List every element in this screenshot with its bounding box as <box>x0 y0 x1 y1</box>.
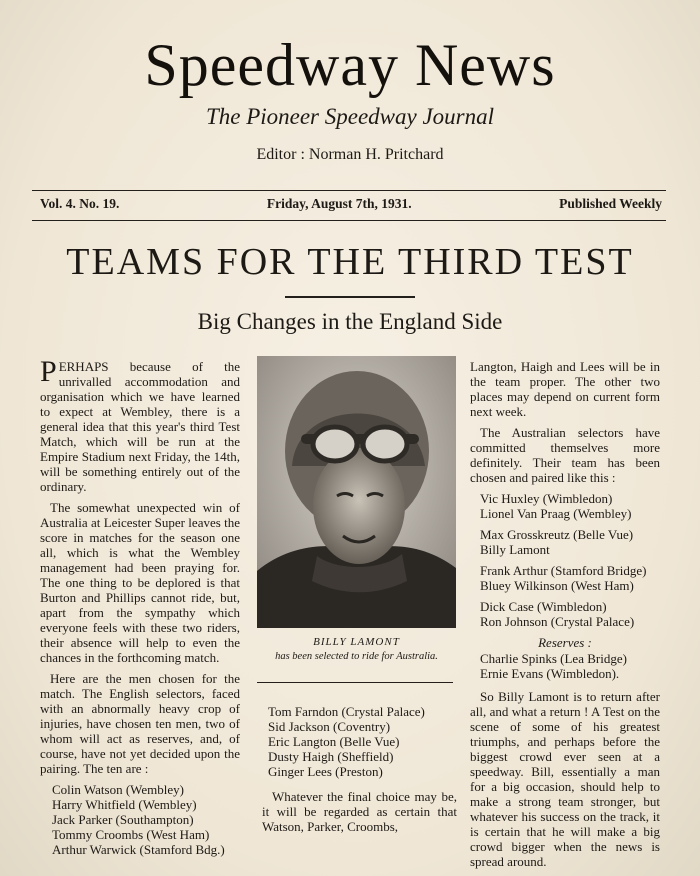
article-paragraph: PERHAPS because of the unrivalled accommodation and organisation which we have learned to expect at Wembley, there is a general idea that this year's third Test Match, which will be run at the Empire Stadium next Friday, the 14th, will be something entirely out of the ordinary. <box>40 355 240 494</box>
article-paragraph: The somewhat unexpected win of Australia at Leicester Super leaves the score in matches for the season one all, which is what the Wembley management had been praying for. The one thing to be deplored is that Burton and Phillips cannot ride, but, apart from the sympathy which everyone feels with these two riders, their absence will help to even the chances in the forthcoming match. <box>40 500 240 665</box>
list-item: Arthur Warwick (Stamford Bdg.) <box>52 842 225 857</box>
reserves-list <box>480 651 660 681</box>
pair <box>480 599 660 629</box>
pair <box>480 563 660 593</box>
publication-frequency: Published Weekly <box>559 196 662 211</box>
england-list-b <box>268 704 457 779</box>
article-paragraph: Langton, Haigh and Lees will be in the team proper. The other two places may depend on current form next week. <box>470 359 660 419</box>
issue-info-bar <box>40 196 662 212</box>
newspaper-title: Speedway News <box>144 32 556 98</box>
article-paragraph: Whatever the final choice may be, it will be regarded as certain that Watson, Parker, Croombs, <box>262 789 457 834</box>
list-item: Ron Johnson (Crystal Palace) <box>480 614 635 629</box>
list-item: Tom Farndon (Crystal Palace) <box>268 704 425 719</box>
list-item: Dick Case (Wimbledon) <box>480 599 607 614</box>
list-item: Tommy Croombs (West Ham) <box>52 827 210 842</box>
volume-number: Vol. 4. No. 19. <box>40 196 120 211</box>
list-item: Charlie Spinks (Lea Bridge) <box>480 651 627 666</box>
masthead <box>0 30 700 164</box>
list-item: Eric Langton (Belle Vue) <box>268 734 400 749</box>
article-paragraph: The Australian selectors have committed themselves more definitely. Their team has been chosen and paired like this : <box>470 425 660 485</box>
article-paragraph: So Billy Lamont is to return after all, and what a return ! A Test on the scene of some of his greatest triumphs, and perhaps before the biggest crowd ever seen at a speedway. Bill, essentially a man for a big occasion, should help to make a strong team stronger, but whatever his success on the track, it is certain that he will make a big crowd bigger when the news is spread around. <box>470 689 660 869</box>
list-item: Frank Arthur (Stamford Bridge) <box>480 563 647 578</box>
list-item: Dusty Haigh (Sheffield) <box>268 749 394 764</box>
england-list-a <box>52 782 240 857</box>
photo-caption <box>257 636 456 662</box>
list-item: Ernie Evans (Wimbledon). <box>480 666 620 681</box>
list-item: Max Grosskreutz (Belle Vue) <box>480 527 634 542</box>
list-item: Billy Lamont <box>480 542 550 557</box>
photo-rule <box>257 682 453 683</box>
newspaper-subtitle: The Pioneer Speedway Journal <box>205 104 495 129</box>
article-column-3 <box>470 359 660 875</box>
pair <box>480 527 660 557</box>
list-item: Colin Watson (Wembley) <box>52 782 184 797</box>
headline-rule <box>285 296 415 298</box>
list-item: Bluey Wilkinson (West Ham) <box>480 578 634 593</box>
list-item: Harry Whitfield (Wembley) <box>52 797 197 812</box>
article-column-1 <box>40 355 240 863</box>
article-paragraph: Here are the men chosen for the match. The English selectors, faced with an abnormally heavy crop of injuries, have chosen ten men, two of whom will act as reserves, and, of course, have not yet decided upon the pairing. The ten are : <box>40 671 240 776</box>
pair <box>480 491 660 521</box>
drop-cap: P <box>40 355 57 388</box>
australia-pairs <box>480 491 660 629</box>
top-divider <box>32 190 666 191</box>
list-item: Sid Jackson (Coventry) <box>268 719 391 734</box>
caption-text: has been selected to ride for Australia. <box>275 651 438 662</box>
reserves-heading: Reserves : <box>538 635 592 650</box>
list-item: Ginger Lees (Preston) <box>268 764 383 779</box>
list-item: Vic Huxley (Wimbledon) <box>480 491 613 506</box>
subheadline: Big Changes in the England Side <box>197 309 503 334</box>
rider-photo-block <box>257 356 456 662</box>
headline: TEAMS FOR THE THIRD TEST <box>66 241 634 283</box>
editor-line: Editor : Norman H. Pritchard <box>256 146 444 163</box>
issue-date: Friday, August 7th, 1931. <box>266 196 412 211</box>
rider-portrait-image <box>257 356 456 628</box>
list-item: Lionel Van Praag (Wembley) <box>480 506 632 521</box>
bottom-divider <box>32 220 666 221</box>
list-item: Jack Parker (Southampton) <box>52 812 194 827</box>
caption-name: BILLY LAMONT <box>313 636 400 648</box>
article-column-2 <box>262 704 457 840</box>
